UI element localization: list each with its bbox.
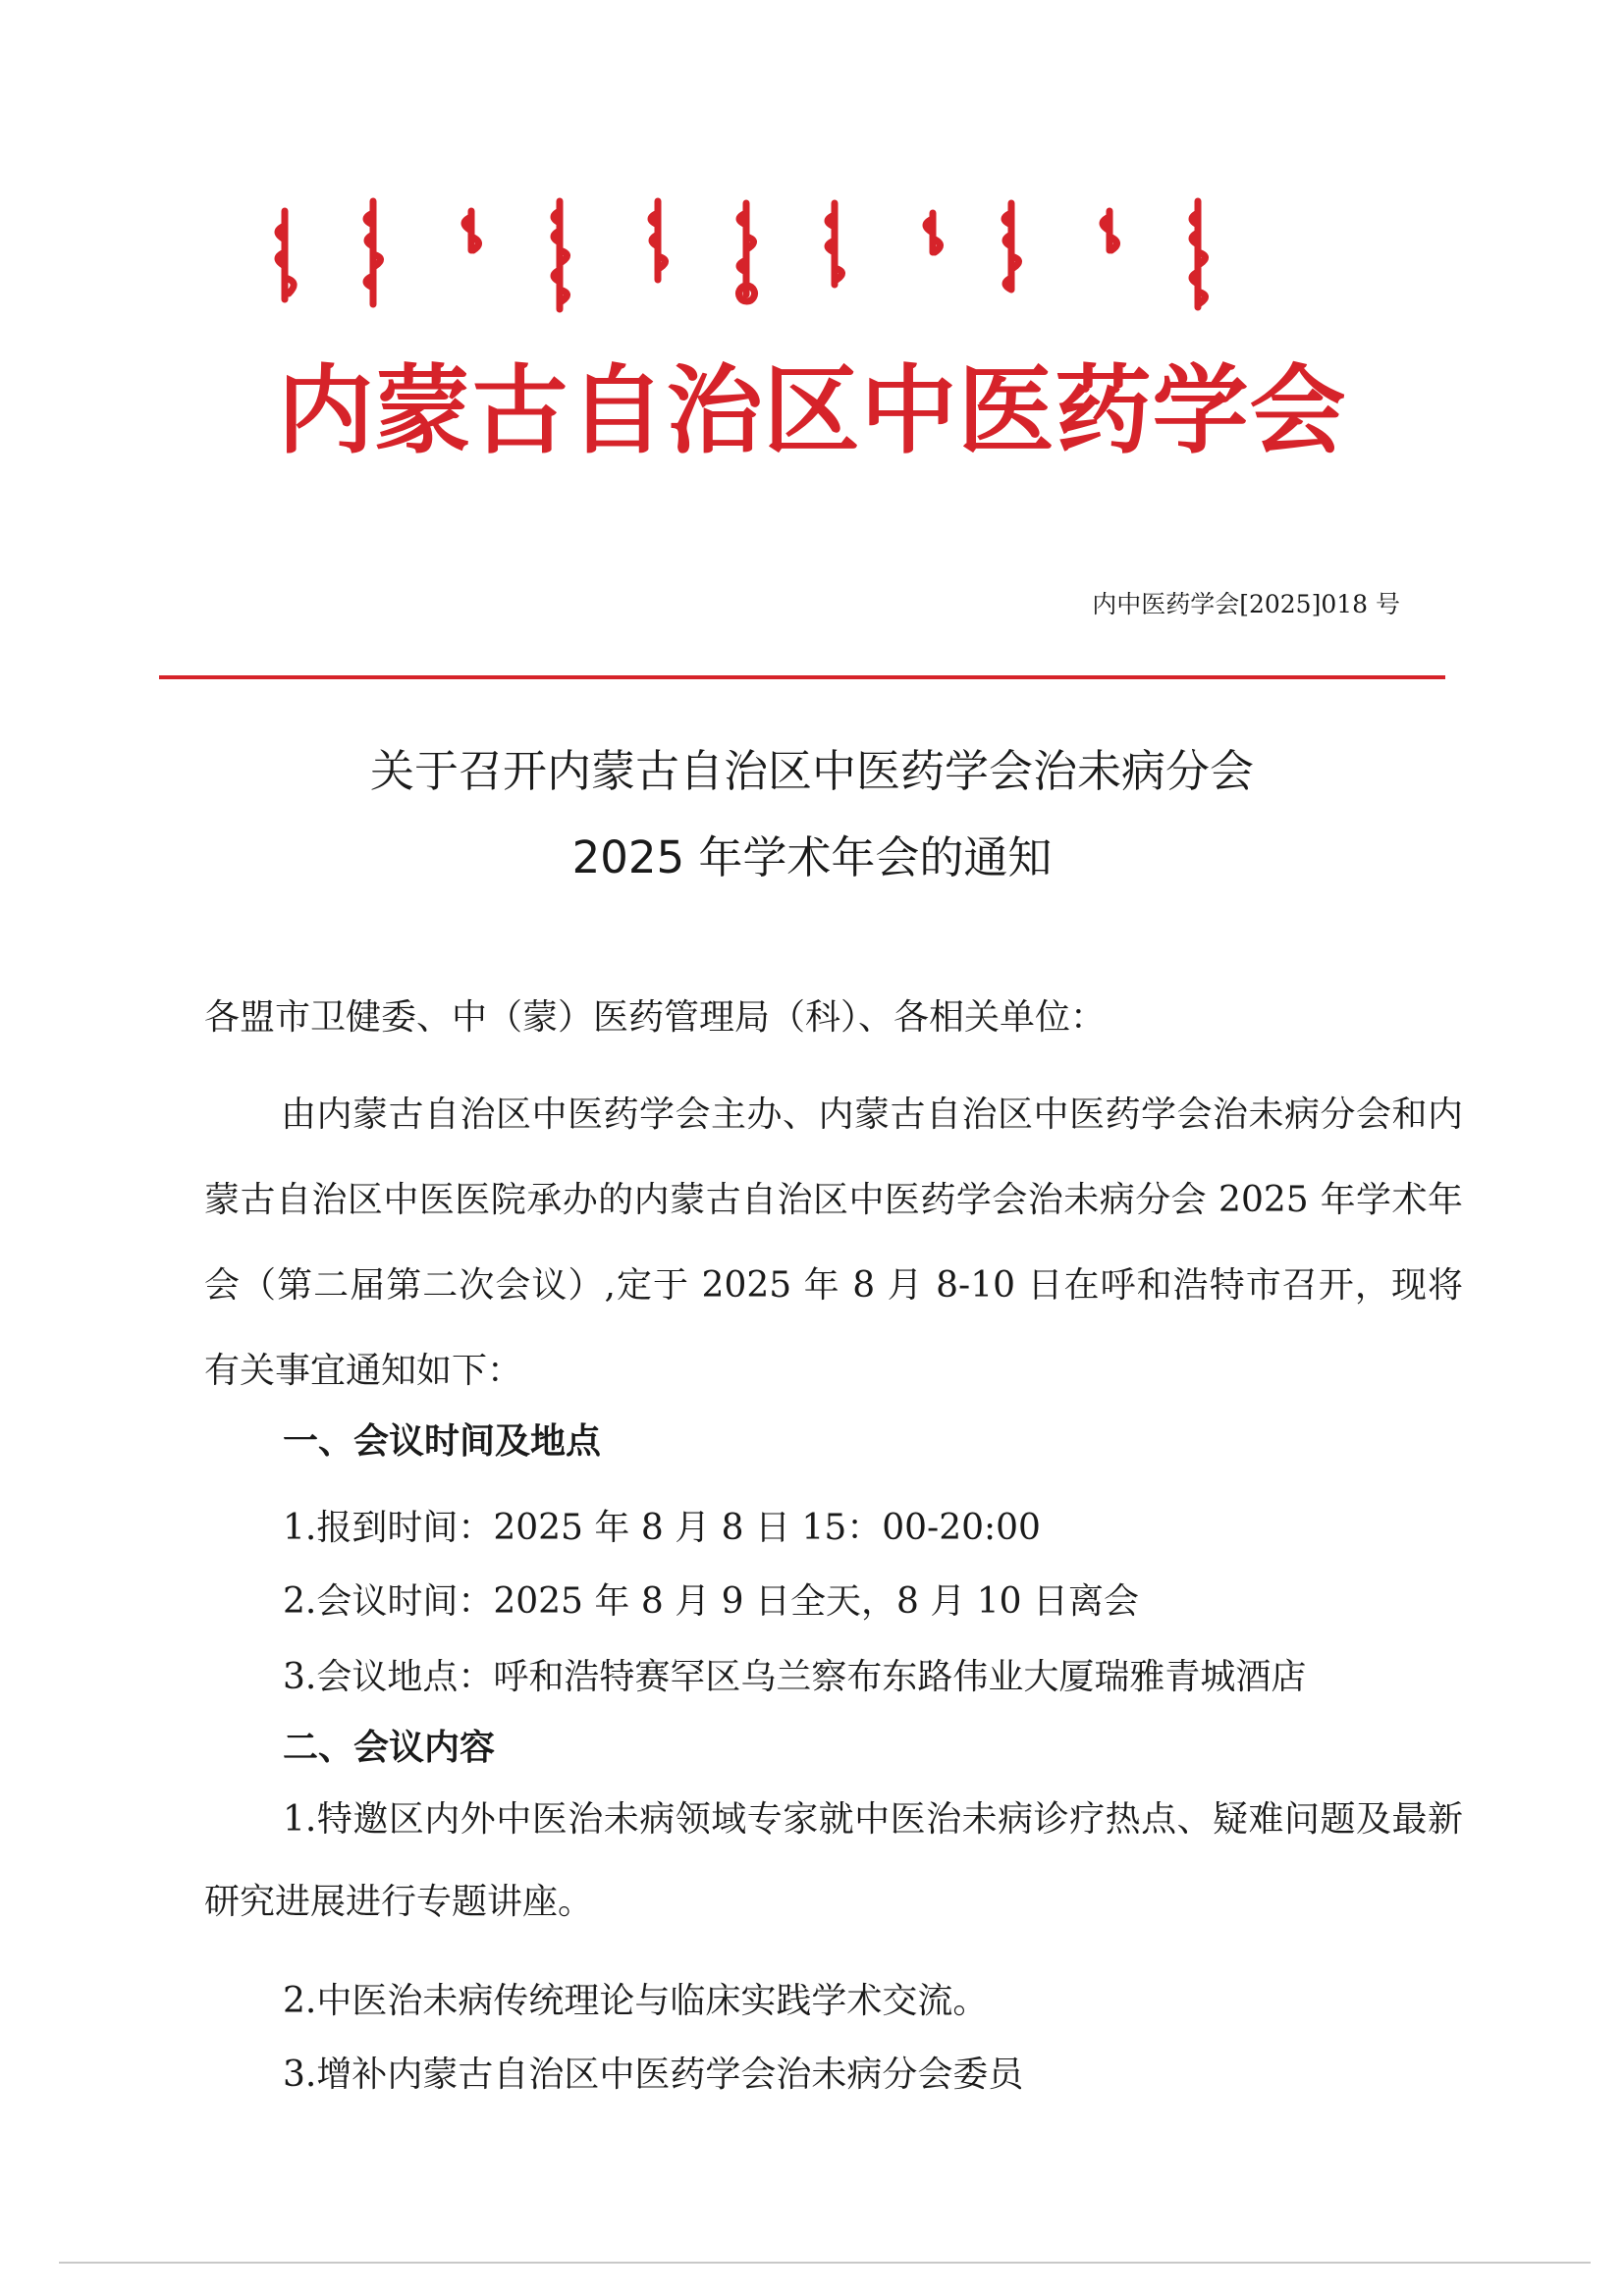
section-heading-content: 二、会议内容 [283,1728,496,1768]
document-number: 内中医药学会[2025]018 号 [1092,590,1400,618]
section-heading-time-location: 一、会议时间及地点 [283,1421,602,1462]
notice-title [0,728,1624,901]
org-name-heading: 内蒙古自治区中医药学会 [277,355,1347,467]
intro-paragraph: 由内蒙古自治区中医药学会主办、内蒙古自治区中医药学会治未病分会和内蒙古自治区中医医院承办的内蒙古自治区中医药学会治未病分会 2025 年学术年会（第二届第二次会议）,定于 2025 年 8 月 8-10 日在呼和浩特市召开，现将有关事宜通知如下： [204,1095,1463,1391]
list-item-exchange: 2.中医治未病传统理论与临床实践学术交流。 [283,1981,989,2021]
list-item-meeting-venue: 3.会议地点：呼和浩特赛罕区乌兰察布东路伟业大厦瑞雅青城酒店 [283,1657,1307,1697]
list-item-lectures: 1.特邀区内外中医治未病领域专家就中医治未病诊疗热点、疑难问题及最新研究进展进行专题讲座。 [204,1799,1463,1922]
list-item-meeting-time: 2.会议时间：2025 年 8 月 9 日全天，8 月 10 日离会 [283,1581,1140,1622]
notice-title-line1: 关于召开内蒙古自治区中医药学会治未病分会 [369,745,1254,797]
salutation: 各盟市卫健委、中（蒙）医药管理局（科）、各相关单位： [204,997,1107,1038]
list-item-members: 3.增补内蒙古自治区中医药学会治未病分会委员 [283,2055,1024,2095]
mongolian-org-name-logo [265,191,1326,319]
letterhead-divider [159,675,1445,679]
notice-title-line2: 2025 年学术年会的通知 [571,831,1053,883]
list-item-checkin-time: 1.报到时间：2025 年 8 月 8 日 15：00-20:00 [283,1508,1041,1548]
page-bottom-edge [59,2262,1591,2264]
